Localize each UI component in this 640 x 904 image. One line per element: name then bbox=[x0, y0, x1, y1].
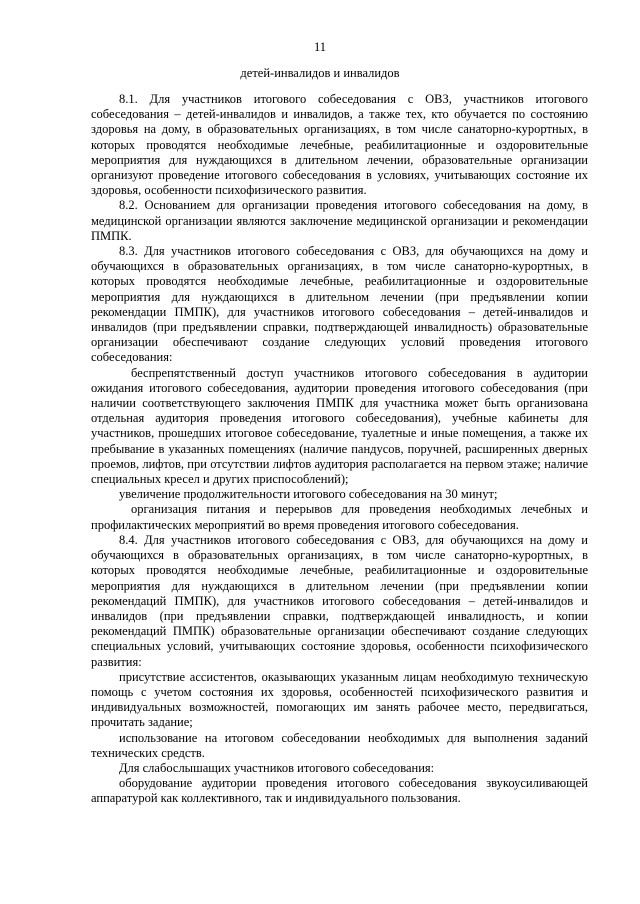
section-heading: детей-инвалидов и инвалидов bbox=[240, 66, 400, 80]
paragraph-8-4-item-technical: использование на итоговом собеседовании необходимых для выполнения заданий технических средств. bbox=[91, 730, 588, 760]
paragraph-8-3: 8.3. Для участников итогового собеседования с ОВЗ, для обучающихся на дому и обучающихся в образовательных организациях, в том числе санаторно-курортных, в которых проводятся необходимые лечебные, реабилитационные и оздоровительные мероприятия для нуждающихся в длительном лечении (при предъявлении копии рекомендации ПМПК), для участников итогового собеседования – детей-инвалидов и инвалидов (при предъявлении справки, подтверждающей инвалидность) образовательные организации обеспечивают создание следующих условий проведения итогового собеседования: bbox=[91, 244, 588, 365]
page-number: 11 bbox=[313, 40, 327, 54]
paragraph-8-2: 8.2. Основанием для организации проведения итогового собеседования на дому, в медицинской организации являются заключение медицинской организации и рекомендации ПМПК. bbox=[91, 198, 588, 243]
paragraph-hearing-impaired: Для слабослышащих участников итогового собеседования: bbox=[119, 760, 435, 775]
paragraph-8-1: 8.1. Для участников итогового собеседования с ОВЗ, участников итогового собеседования – детей-инвалидов и инвалидов, а также тех, кто обучается по состоянию здоровья на дому, в образовательных организациях, в том числе санаторно-курортных, в которых проводятся необходимые лечебные, реабилитационные и оздоровительные мероприятия для нуждающихся в длительном лечении, образовательные организации организуют проведение итогового собеседования в условиях, учитывающих состояние их здоровья, особенности психофизического развития. bbox=[91, 92, 588, 198]
paragraph-8-4: 8.4. Для участников итогового собеседования с ОВЗ, для обучающихся на дому и обучающихся в образовательных организациях, в том числе санаторно-курортных, в которых проводятся необходимые лечебные, реабилитационные и оздоровительные мероприятия для нуждающихся в длительном лечении (при предъявлении копии рекомендаций ПМПК), для участников итогового собеседования – детей-инвалидов и инвалидов (при предъявлении справки, подтверждающей инвалидность, и копии рекомендаций ПМПК) образовательные организации обеспечивают создание следующих специальных условий, учитывающих состояние здоровья, особенности психофизического развития: bbox=[91, 532, 588, 669]
paragraph-8-3-item-meals: организация питания и перерывов для проведения необходимых лечебных и профилактических мероприятий во время проведения итогового собеседования. bbox=[91, 502, 588, 532]
paragraph-hearing-equipment: оборудование аудитории проведения итогового собеседования звукоусиливающей аппаратурой как коллективного, так и индивидуального пользования. bbox=[91, 776, 588, 806]
paragraph-8-4-item-assistants: присутствие ассистентов, оказывающих указанным лицам необходимую техническую помощь с учетом состояния их здоровья, особенностей психофизического развития и индивидуальных возможностей, помогающих им занять рабочее место, передвигаться, прочитать задание; bbox=[91, 669, 588, 730]
document-body bbox=[91, 92, 588, 807]
paragraph-8-3-item-access: беспрепятственный доступ участников итогового собеседования в аудитории ожидания итогового собеседования, аудитории проведения итогового собеседования (при наличии соответствующего заключения ПМПК для участника может быть организована отдельная аудитория проведения итогового собеседования), учебные кабинеты для участников, прошедших итоговое собеседование, туалетные и иные помещения, а также их пребывание в указанных помещениях (наличие пандусов, поручней, расширенных дверных проемов, лифтов, при отсутствии лифтов аудитория располагается на первом этаже; наличие специальных кресел и других приспособлений); bbox=[91, 365, 588, 487]
paragraph-8-3-item-duration: увеличение продолжительности итогового собеседования на 30 минут; bbox=[119, 487, 498, 502]
